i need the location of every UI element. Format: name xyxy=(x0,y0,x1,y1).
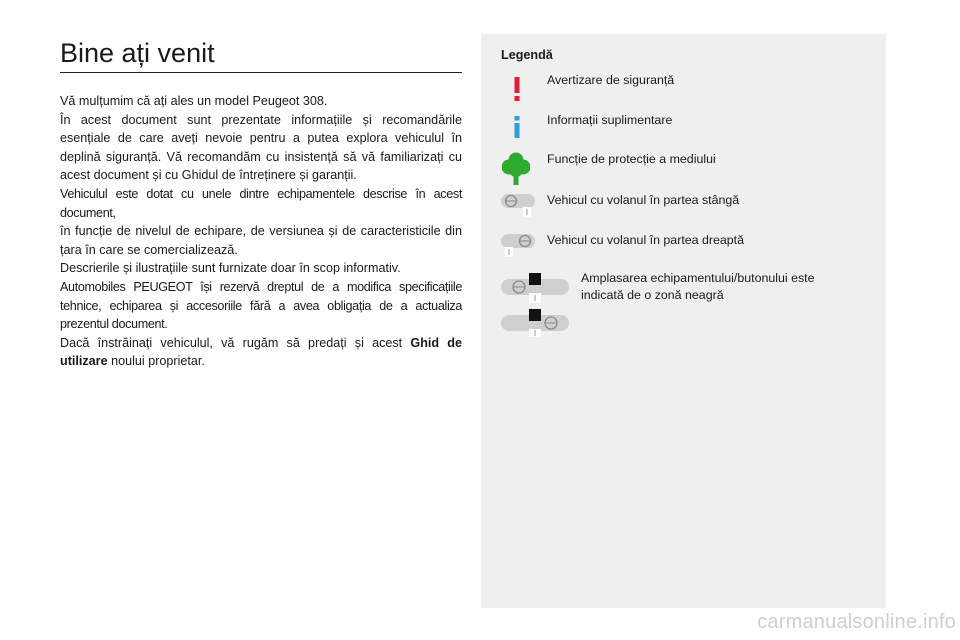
legend-lhd-label: Vehicul cu volanul în partea stângă xyxy=(547,193,740,207)
intro-paragraph-5: Descrierile și ilustrațiile sunt furnizate doar în scop informativ. xyxy=(60,261,401,276)
black-zone-location-icon xyxy=(501,271,569,342)
legend-panel xyxy=(481,34,886,608)
tree-icon xyxy=(502,152,530,191)
page-title: Bine ați venit xyxy=(60,38,215,68)
intro-text xyxy=(60,92,462,371)
legend-info-label: Informații suplimentare xyxy=(547,113,673,127)
legend-rhd-label: Vehicul cu volanul în partea dreaptă xyxy=(547,233,745,247)
intro-p7-start: Dacă înstrăinați vehiculul, vă rugăm să predați și acest xyxy=(60,335,411,350)
intro-p7-guide-name: Ghid de utilizare xyxy=(60,335,462,369)
legend-warning-label: Avertizare de siguranță xyxy=(547,73,675,87)
legend-title: Legendă xyxy=(501,48,553,62)
right-hand-drive-icon xyxy=(501,232,535,263)
intro-paragraph-1: Vă mulțumim că ați ales un model Peugeot 308. xyxy=(60,94,328,108)
intro-paragraph-3: Vehiculul este dotat cu unele dintre echipamentele descrise în acest document, xyxy=(60,186,462,220)
intro-paragraph-7 xyxy=(60,334,462,371)
left-hand-drive-icon xyxy=(501,192,535,223)
legend-black-zone-label: Amplasarea echipamentului/butonului este indicată de o zonă neagră xyxy=(581,271,815,302)
info-icon xyxy=(510,116,524,143)
intro-paragraph-4: în funcție de nivelul de echipare, de versiunea și de caracteristicile din țara în care se comercializează. xyxy=(60,224,462,257)
intro-paragraph-2: În acest document sunt prezentate informațiile și recomandările esențiale de care aveți nevoie pentru a putea explora vehiculul în deplină siguranță. Vă recomandăm cu insistență să vă familiarizați cu acest document și cu Ghidul de întreținere și garanții. xyxy=(60,112,462,183)
title-divider xyxy=(60,72,462,73)
footer-watermark: carmanualsonline.info xyxy=(757,611,956,633)
warning-exclamation-icon xyxy=(510,77,524,108)
intro-p7-end: noului proprietar. xyxy=(107,354,205,369)
intro-paragraph-6: Automobiles PEUGEOT își rezervă dreptul de a modifica specificațiile tehnice, echiparea și accesoriile fără a avea obligația de a actualiza prezentul document. xyxy=(60,279,462,332)
legend-environment-label: Funcție de protecție a mediului xyxy=(547,152,716,166)
